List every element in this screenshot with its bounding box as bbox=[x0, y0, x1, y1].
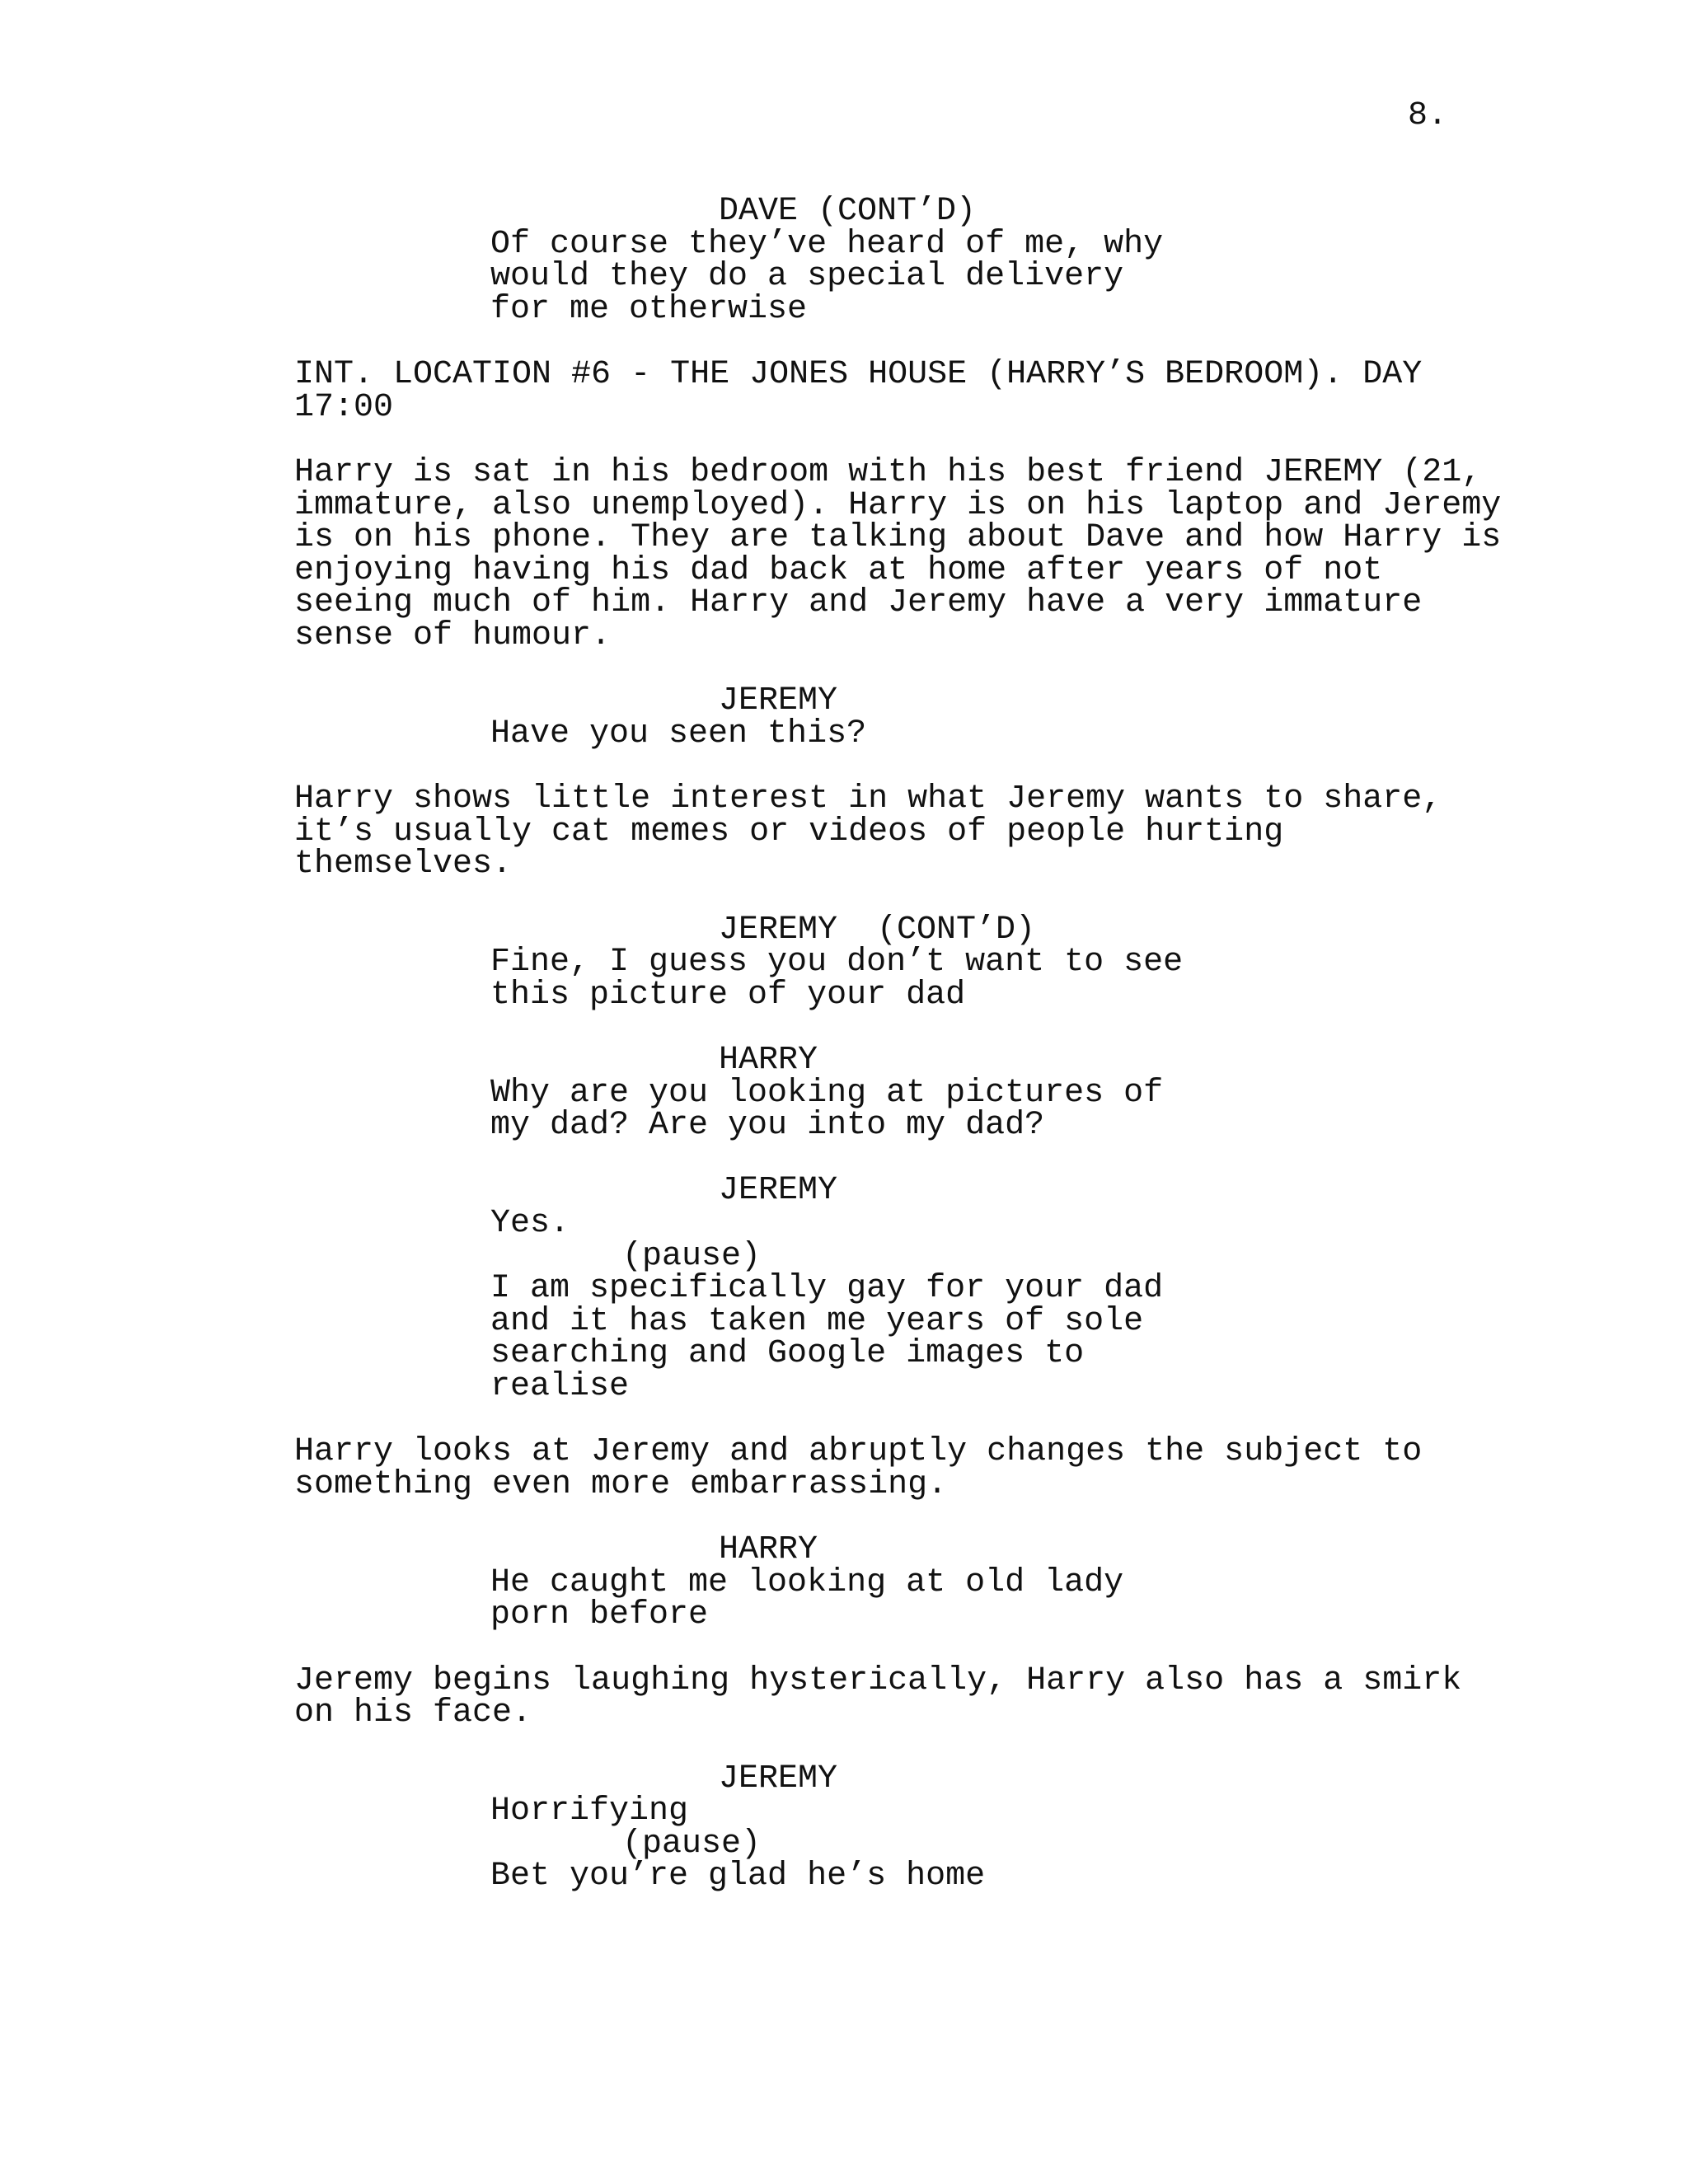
dialogue-line: I am specifically gay for your dad bbox=[490, 1270, 1164, 1307]
character-name: HARRY bbox=[719, 1531, 818, 1568]
character-name: JEREMY bbox=[719, 682, 838, 719]
character-name: JEREMY bbox=[719, 1760, 838, 1797]
action-line: sense of humour. bbox=[294, 617, 612, 654]
character-name: JEREMY (CONT’D) bbox=[719, 912, 1036, 949]
character-name: HARRY bbox=[719, 1042, 818, 1079]
scene-heading-line: INT. LOCATION #6 - THE JONES HOUSE (HARRY’S BEDROOM). DAY bbox=[294, 356, 1423, 393]
dialogue-line: He caught me looking at old lady bbox=[490, 1564, 1124, 1601]
parenthetical: (pause) bbox=[622, 1825, 762, 1863]
character-name: DAVE (CONT’D) bbox=[719, 193, 977, 230]
action-line: themselves. bbox=[294, 846, 513, 883]
dialogue-line: porn before bbox=[490, 1596, 709, 1633]
action-line: seeing much of him. Harry and Jeremy have a very immature bbox=[294, 584, 1423, 621]
action-line: enjoying having his dad back at home after years of not bbox=[294, 552, 1383, 589]
dialogue-line: Horrifying bbox=[490, 1793, 689, 1830]
dialogue-line: Bet you’re glad he’s home bbox=[490, 1858, 986, 1895]
action-line: is on his phone. They are talking about Dave and how Harry is bbox=[294, 519, 1502, 556]
action-line: it’s usually cat memes or videos of people hurting bbox=[294, 813, 1284, 851]
dialogue-line: Yes. bbox=[490, 1205, 570, 1242]
dialogue-line: Fine, I guess you don’t want to see bbox=[490, 944, 1184, 981]
dialogue-line: Why are you looking at pictures of bbox=[490, 1075, 1164, 1112]
dialogue-line: and it has taken me years of sole bbox=[490, 1303, 1144, 1340]
dialogue-line: Have you seen this? bbox=[490, 715, 867, 752]
dialogue-line: my dad? Are you into my dad? bbox=[490, 1107, 1045, 1144]
action-line: something even more embarrassing. bbox=[294, 1466, 948, 1503]
action-line: Harry looks at Jeremy and abruptly changes the subject to bbox=[294, 1433, 1423, 1470]
action-line: immature, also unemployed). Harry is on his laptop and Jeremy bbox=[294, 487, 1502, 524]
dialogue-line: searching and Google images to bbox=[490, 1335, 1085, 1372]
action-line: on his face. bbox=[294, 1694, 532, 1732]
character-name: JEREMY bbox=[719, 1172, 838, 1209]
action-line: Jeremy begins laughing hysterically, Harry also has a smirk bbox=[294, 1662, 1462, 1699]
dialogue-line: would they do a special delivery bbox=[490, 258, 1124, 295]
page-number: 8. bbox=[1408, 97, 1448, 134]
action-line: Harry shows little interest in what Jeremy wants to share, bbox=[294, 780, 1442, 818]
dialogue-line: for me otherwise bbox=[490, 291, 808, 328]
parenthetical: (pause) bbox=[622, 1238, 762, 1275]
dialogue-line: this picture of your dad bbox=[490, 977, 966, 1014]
dialogue-line: Of course they’ve heard of me, why bbox=[490, 226, 1164, 263]
action-line: Harry is sat in his bedroom with his best friend JEREMY (21, bbox=[294, 454, 1482, 491]
scene-heading-line: 17:00 bbox=[294, 389, 394, 426]
dialogue-line: realise bbox=[490, 1368, 630, 1405]
